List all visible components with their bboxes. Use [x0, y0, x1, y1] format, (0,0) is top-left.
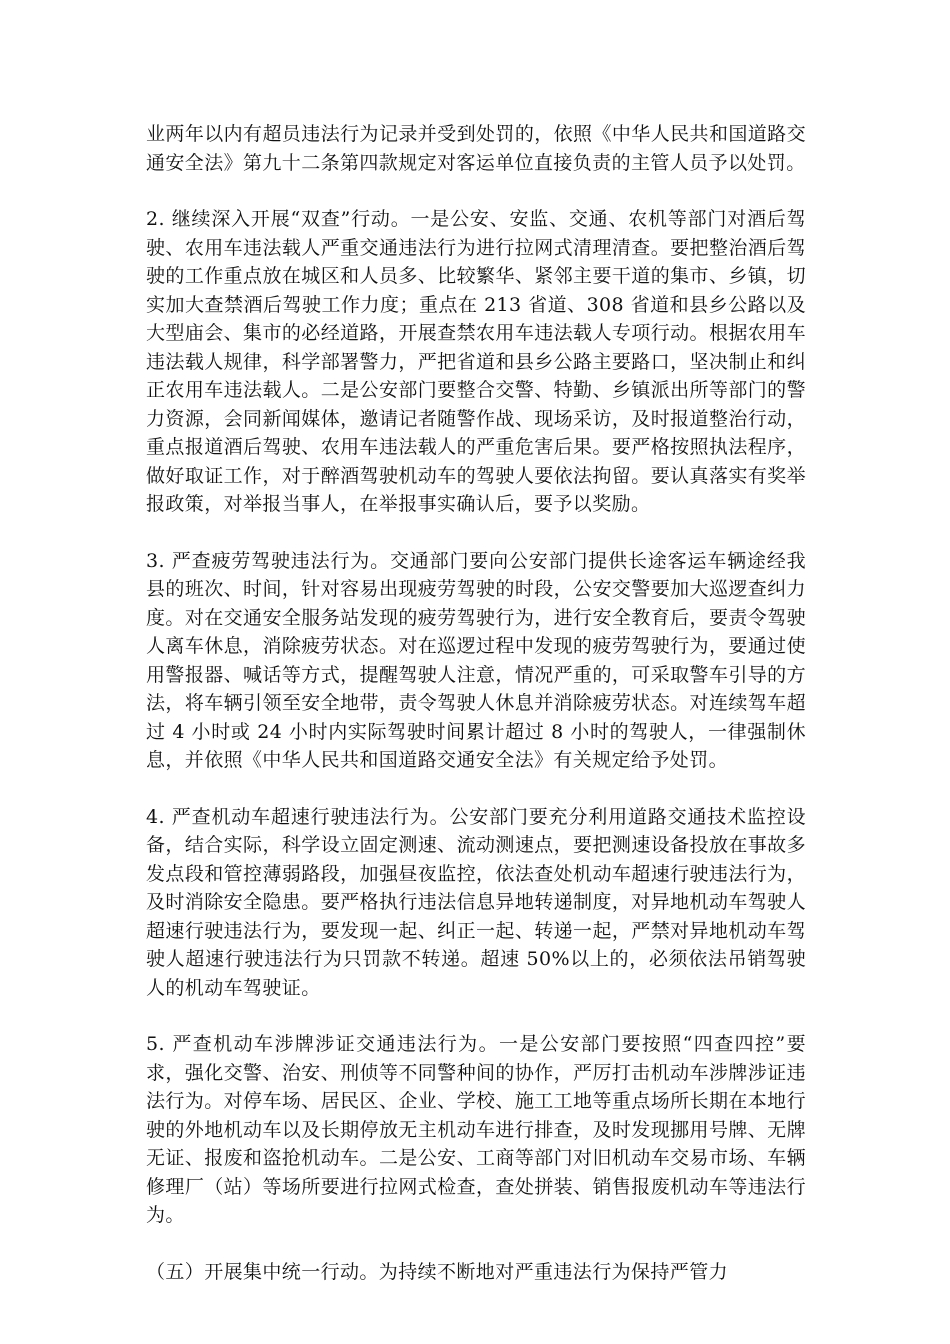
- paragraph-continuation: 业两年以内有超员违法行为记录并受到处罚的，依照《中华人民共和国道路交通安全法》第九十二条第四款规定对客运单位直接负责的主管人员予以处罚。: [146, 123, 806, 174]
- paragraph-item-4: 4. 严查机动车超速行驶违法行为。公安部门要充分利用道路交通技术监控设备，结合实际，科学设立固定测速、流动测速点，要把测速设备投放在事故多发点段和管控薄弱路段，加强昼夜监控，依法查处机动车超速行驶违法行为，及时消除安全隐患。要严格执行违法信息异地转递制度，对异地机动车驾驶人超速行驶违法行为，要发现一起、纠正一起、转递一起，严禁对异地机动车驾驶人超速行驶违法行为只罚款不转递。超速 50%以上的，必须依法吊销驾驶人的机动车驾驶证。: [146, 805, 806, 999]
- paragraph-item-2: 2. 继续深入开展“双查”行动。一是公安、安监、交通、农机等部门对酒后驾驶、农用车违法载人严重交通违法行为进行拉网式清理清查。要把整治酒后驾驶的工作重点放在城区和人员多、比较繁华、紧邻主要干道的集市、乡镇，切实加大查禁酒后驾驶工作力度；重点在 213 省道、308 省道和县乡公路以及大型庙会、集市的必经道路，开展查禁农用车违法载人专项行动。根据农用车违法载人规律，科学部署警力，严把省道和县乡公路主要路口，坚决制止和纠正农用车违法载人。二是公安部门要整合交警、特勤、乡镇派出所等部门的警力资源，会同新闻媒体，邀请记者随警作战、现场采访，及时报道整治行动，重点报道酒后驾驶、农用车违法载人的严重危害后果。要严格按照执法程序，做好取证工作，对于醉酒驾驶机动车的驾驶人要依法拘留。要认真落实有奖举报政策，对举报当事人，在举报事实确认后，要予以奖励。: [146, 208, 806, 515]
- paragraph-item-5: 5. 严查机动车涉牌涉证交通违法行为。一是公安部门要按照“四查四控”要求，强化交警、治安、刑侦等不同警种间的协作，严厉打击机动车涉牌涉证违法行为。对停车场、居民区、企业、学校、施工工地等重点场所长期在本地行驶的外地机动车以及长期停放无主机动车进行排查，及时发现挪用号牌、无牌无证、报废和盗抢机动车。二是公安、工商等部门对旧机动车交易市场、车辆修理厂（站）等场所要进行拉网式检查，查处拼装、销售报废机动车等违法行为。: [146, 1033, 806, 1226]
- document-body: [146, 120, 806, 1286]
- paragraph-section-5-heading: （五）开展集中统一行动。为持续不断地对严重违法行为保持严管力: [146, 1260, 729, 1283]
- paragraph-item-3: 3. 严查疲劳驾驶违法行为。交通部门要向公安部门提供长途客运车辆途经我县的班次、时间，针对容易出现疲劳驾驶的时段，公安交警要加大巡逻查纠力度。对在交通安全服务站发现的疲劳驾驶行为，进行安全教育后，要责令驾驶人离车休息，消除疲劳状态。对在巡逻过程中发现的疲劳驾驶行为，要通过使用警报器、喊话等方式，提醒驾驶人注意，情况严重的，可采取警车引导的方法，将车辆引领至安全地带，责令驾驶人休息并消除疲劳状态。对连续驾车超过 4 小时或 24 小时内实际驾驶时间累计超过 8 小时的驾驶人，一律强制休息，并依照《中华人民共和国道路交通安全法》有关规定给予处罚。: [146, 549, 806, 771]
